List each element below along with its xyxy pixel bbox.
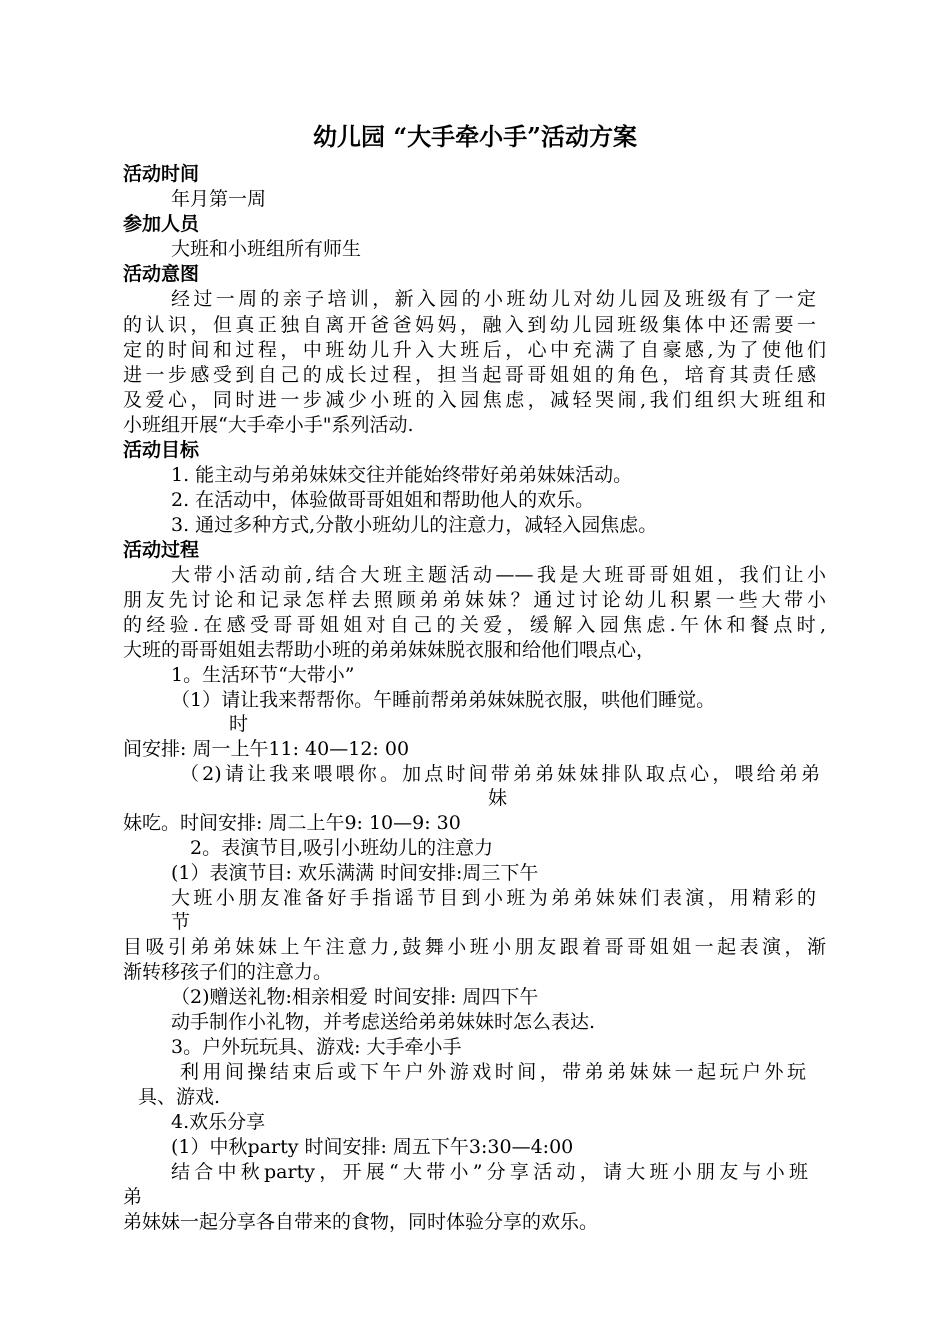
sub-item-line: 妹吃。时间安排: 周二上午9: 10—9: 30 <box>123 812 461 834</box>
sub-item-line: 时 <box>229 713 249 735</box>
section-heading-process: 活动过程 <box>123 539 200 561</box>
paragraph-line: 进一步感受到自己的成长过程，担当起哥哥姐姐的角色，培育其责任感 <box>123 364 816 386</box>
paragraph-line: 大班的哥哥姐姐去帮助小班的弟弟妹妹脱衣服和给他们喂点心， <box>123 639 656 661</box>
sub-item-line: 渐转移孩子们的注意力。 <box>123 961 333 983</box>
paragraph-line: 的经验.在感受哥哥姐姐对自己的关爱，缓解入园焦虑.午休和餐点时, <box>123 614 826 636</box>
goal-item: 3. 通过多种方式,分散小班幼儿的注意力，减轻入园焦虑。 <box>171 514 658 536</box>
sub-item-line: 动手制作小礼物，并考虑送给弟弟妹妹时怎么表达. <box>171 1011 596 1033</box>
section-heading-time: 活动时间 <box>123 163 200 185</box>
section-text-time: 年月第一周 <box>171 188 267 210</box>
paragraph-line: 及爱心，同时进一步减少小班的入园焦虑，减轻哭闹,我们组织大班组和 <box>123 389 826 411</box>
sub-item-line: 具、游戏. <box>138 1086 221 1108</box>
sub-item-line: 弟妹妹一起分享各自带来的食物，同时体验分享的欢乐。 <box>123 1211 599 1233</box>
part-title: 3。户外玩玩具、游戏: 大手牵小手 <box>171 1036 462 1058</box>
part-title: 4.欢乐分享 <box>171 1111 266 1133</box>
sub-item-line: 大班小朋友准备好手指谣节目到小班为弟弟妹妹们表演，用精彩的 <box>171 887 816 909</box>
sub-item-line: 节 <box>171 911 191 933</box>
part-title: 2。表演节目,吸引小班幼儿的注意力 <box>190 837 494 859</box>
goal-item: 2. 在活动中，体验做哥哥姐姐和帮助他人的欢乐。 <box>171 489 595 511</box>
sub-item-line: 弟 <box>123 1186 143 1208</box>
sub-item-line: 妹 <box>488 787 508 809</box>
sub-item-line: （1）请让我来帮帮你。午睡前帮弟弟妹妹脱衣服，哄他们睡觉。 <box>171 689 716 711</box>
document-title: 幼儿园 “大手牵小手”活动方案 <box>313 122 637 151</box>
goal-item: 1. 能主动与弟弟妹妹交往并能始终带好弟弟妹妹活动。 <box>171 464 633 486</box>
section-heading-intent: 活动意图 <box>123 263 200 285</box>
sub-item-title: （2)赠送礼物:相亲相爱 时间安排: 周四下午 <box>171 986 539 1008</box>
paragraph-line: 的认识，但真正独自离开爸爸妈妈，融入到幼儿园班级集体中还需要一 <box>123 314 816 336</box>
part-title: 1。生活环节“大带小” <box>171 664 355 686</box>
sub-item-line: 间安排: 周一上午11: 40—12: 00 <box>123 738 410 760</box>
paragraph-line: 经过一周的亲子培训，新入园的小班幼儿对幼儿园及班级有了一定 <box>171 288 816 310</box>
sub-item-title: (1）表演节目: 欢乐满满 时间安排:周三下午 <box>171 862 539 884</box>
paragraph-line: 朋友先讨论和记录怎样去照顾弟弟妹妹？通过讨论幼儿积累一些大带小 <box>123 589 826 611</box>
sub-item-line: 结合中秋party，开展“大带小”分享活动，请大班小朋友与小班 <box>171 1161 808 1183</box>
paragraph-line: 小班组开展“大手牵小手"系列活动. <box>123 414 414 436</box>
section-heading-goals: 活动目标 <box>123 439 200 461</box>
sub-item-line: （2)请让我来喂喂你。加点时间带弟弟妹妹排队取点心，喂给弟弟 <box>180 763 820 785</box>
sub-item-line: 目吸引弟弟妹妹上午注意力,鼓舞小班小朋友跟着哥哥姐姐一起表演，渐 <box>123 936 826 958</box>
sub-item-title: (1）中秋party 时间安排: 周五下午3:30—4:00 <box>171 1136 574 1158</box>
sub-item-line: 利用间操结束后或下午户外游戏时间，带弟弟妹妹一起玩户外玩 <box>180 1061 806 1083</box>
section-text-people: 大班和小班组所有师生 <box>171 238 362 260</box>
section-heading-people: 参加人员 <box>123 213 200 235</box>
paragraph-line: 定的时间和过程，中班幼儿升入大班后，心中充满了自豪感,为了使他们 <box>123 339 826 361</box>
paragraph-line: 大带小活动前,结合大班主题活动——我是大班哥哥姐姐，我们让小 <box>171 564 826 586</box>
